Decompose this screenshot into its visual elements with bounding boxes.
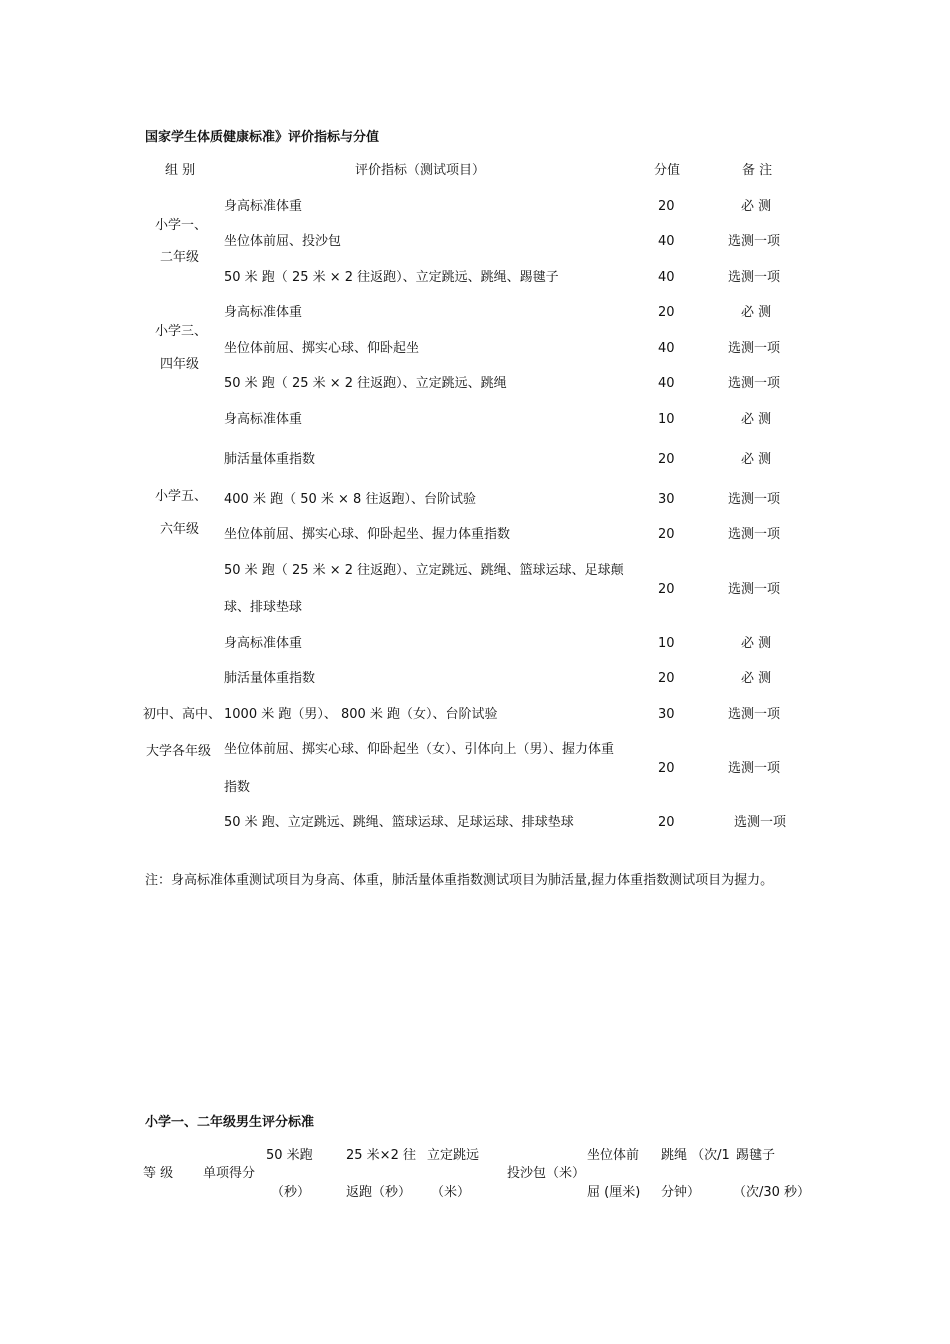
row-indicator: 坐位体前屈、掷实心球、仰卧起坐（女）、引体向上（男）、握力体重 <box>224 742 615 757</box>
section2-title: 小学一、二年级男生评分标准 <box>145 1115 315 1130</box>
row-indicator: 肺活量体重指数 <box>224 452 316 467</box>
row-indicator: 肺活量体重指数 <box>224 671 316 686</box>
header-score: 分值 <box>654 163 681 178</box>
row-note: 选测一项 <box>728 761 781 776</box>
row-note: 必 测 <box>741 671 772 686</box>
group-2-line2: 四年级 <box>160 357 200 372</box>
row-note: 选测一项 <box>728 341 781 356</box>
row-score: 40 <box>658 341 675 356</box>
row-indicator: 50 米 跑（ 25 米 × 2 往返跑）、立定跳远、跳绳、篮球运球、足球颠 <box>224 563 624 578</box>
header-jump-unit: （米） <box>431 1185 471 1200</box>
row-note: 选测一项 <box>728 582 781 597</box>
row-note: 选测一项 <box>728 234 781 249</box>
group-3-line1: 小学五、 <box>155 489 208 504</box>
row-score: 20 <box>658 452 675 467</box>
row-indicator: 坐位体前屈、掷实心球、仰卧起坐、握力体重指数 <box>224 527 511 542</box>
footnote: 注：身高标准体重测试项目为身高、体重，肺活量体重指数测试项目为肺活量,握力体重指数测试项目为握力。 <box>145 873 774 888</box>
row-indicator: 400 米 跑（ 50 米 × 8 往返跑）、台阶试验 <box>224 492 476 507</box>
row-indicator: 身高标准体重 <box>224 412 303 427</box>
row-note: 必 测 <box>741 412 772 427</box>
row-indicator: 身高标准体重 <box>224 199 303 214</box>
row-score: 20 <box>658 582 675 597</box>
row-note: 选测一项 <box>728 707 781 722</box>
row-indicator-cont: 球、排球垫球 <box>224 600 303 615</box>
row-note: 必 测 <box>741 305 772 320</box>
header-shuttle-unit: 返跑（秒） <box>346 1185 412 1200</box>
header-single-score: 单项得分 <box>203 1166 256 1181</box>
row-score: 10 <box>658 412 675 427</box>
row-score: 20 <box>658 815 675 830</box>
group-2-line1: 小学三、 <box>155 324 208 339</box>
row-score: 20 <box>658 671 675 686</box>
header-sitreach: 坐位体前 <box>587 1148 640 1163</box>
row-note: 选测一项 <box>728 376 781 391</box>
row-indicator: 坐位体前屈、投沙包 <box>224 234 342 249</box>
header-grade: 等 级 <box>143 1166 174 1181</box>
row-indicator: 50 米 跑、立定跳远、跳绳、篮球运球、足球运球、排球垫球 <box>224 815 574 830</box>
row-note: 必 测 <box>741 199 772 214</box>
row-score: 20 <box>658 761 675 776</box>
header-note: 备 注 <box>742 163 773 178</box>
row-score: 20 <box>658 527 675 542</box>
header-rope-unit: 分钟） <box>661 1185 701 1200</box>
group-4-line1: 初中、高中、 <box>143 707 222 722</box>
header-jump: 立定跳远 <box>427 1148 480 1163</box>
header-shuttle: 25 米×2 往 <box>346 1148 416 1163</box>
group-3-line2: 六年级 <box>160 522 200 537</box>
row-note: 选测一项 <box>734 815 787 830</box>
row-score: 30 <box>658 492 675 507</box>
row-score: 20 <box>658 199 675 214</box>
row-indicator: 坐位体前屈、掷实心球、仰卧起坐 <box>224 341 420 356</box>
header-rope: 跳绳 （次/1 <box>661 1148 730 1163</box>
group-4-line2: 大学各年级 <box>146 744 212 759</box>
row-indicator-cont: 指数 <box>224 780 251 795</box>
row-indicator: 1000 米 跑（男）、 800 米 跑（女）、台阶试验 <box>224 707 498 722</box>
header-run50-unit: （秒） <box>271 1185 311 1200</box>
section1-title: 国家学生体质健康标准》评价指标与分值 <box>145 130 380 145</box>
row-indicator: 身高标准体重 <box>224 636 303 651</box>
header-shuttlecock: 踢毽子 <box>736 1148 776 1163</box>
group-1-line1: 小学一、 <box>155 218 208 233</box>
row-score: 40 <box>658 270 675 285</box>
row-indicator: 50 米 跑（ 25 米 × 2 往返跑）、立定跳远、跳绳、踢毽子 <box>224 270 559 285</box>
row-indicator: 身高标准体重 <box>224 305 303 320</box>
row-indicator: 50 米 跑（ 25 米 × 2 往返跑）、立定跳远、跳绳 <box>224 376 507 391</box>
row-score: 10 <box>658 636 675 651</box>
header-sandbag: 投沙包（米） <box>507 1166 586 1181</box>
row-note: 必 测 <box>741 636 772 651</box>
header-shuttlecock-unit: （次/30 秒） <box>733 1185 811 1200</box>
row-score: 20 <box>658 305 675 320</box>
header-group: 组 别 <box>165 163 196 178</box>
header-run50: 50 米跑 <box>266 1148 313 1163</box>
row-score: 30 <box>658 707 675 722</box>
group-1-line2: 二年级 <box>160 250 200 265</box>
row-score: 40 <box>658 234 675 249</box>
row-score: 40 <box>658 376 675 391</box>
header-sitreach-unit: 屈 (厘米) <box>587 1185 641 1200</box>
row-note: 选测一项 <box>728 270 781 285</box>
row-note: 选测一项 <box>728 527 781 542</box>
row-note: 选测一项 <box>728 492 781 507</box>
row-note: 必 测 <box>741 452 772 467</box>
header-indicator: 评价指标（测试项目） <box>355 163 486 178</box>
